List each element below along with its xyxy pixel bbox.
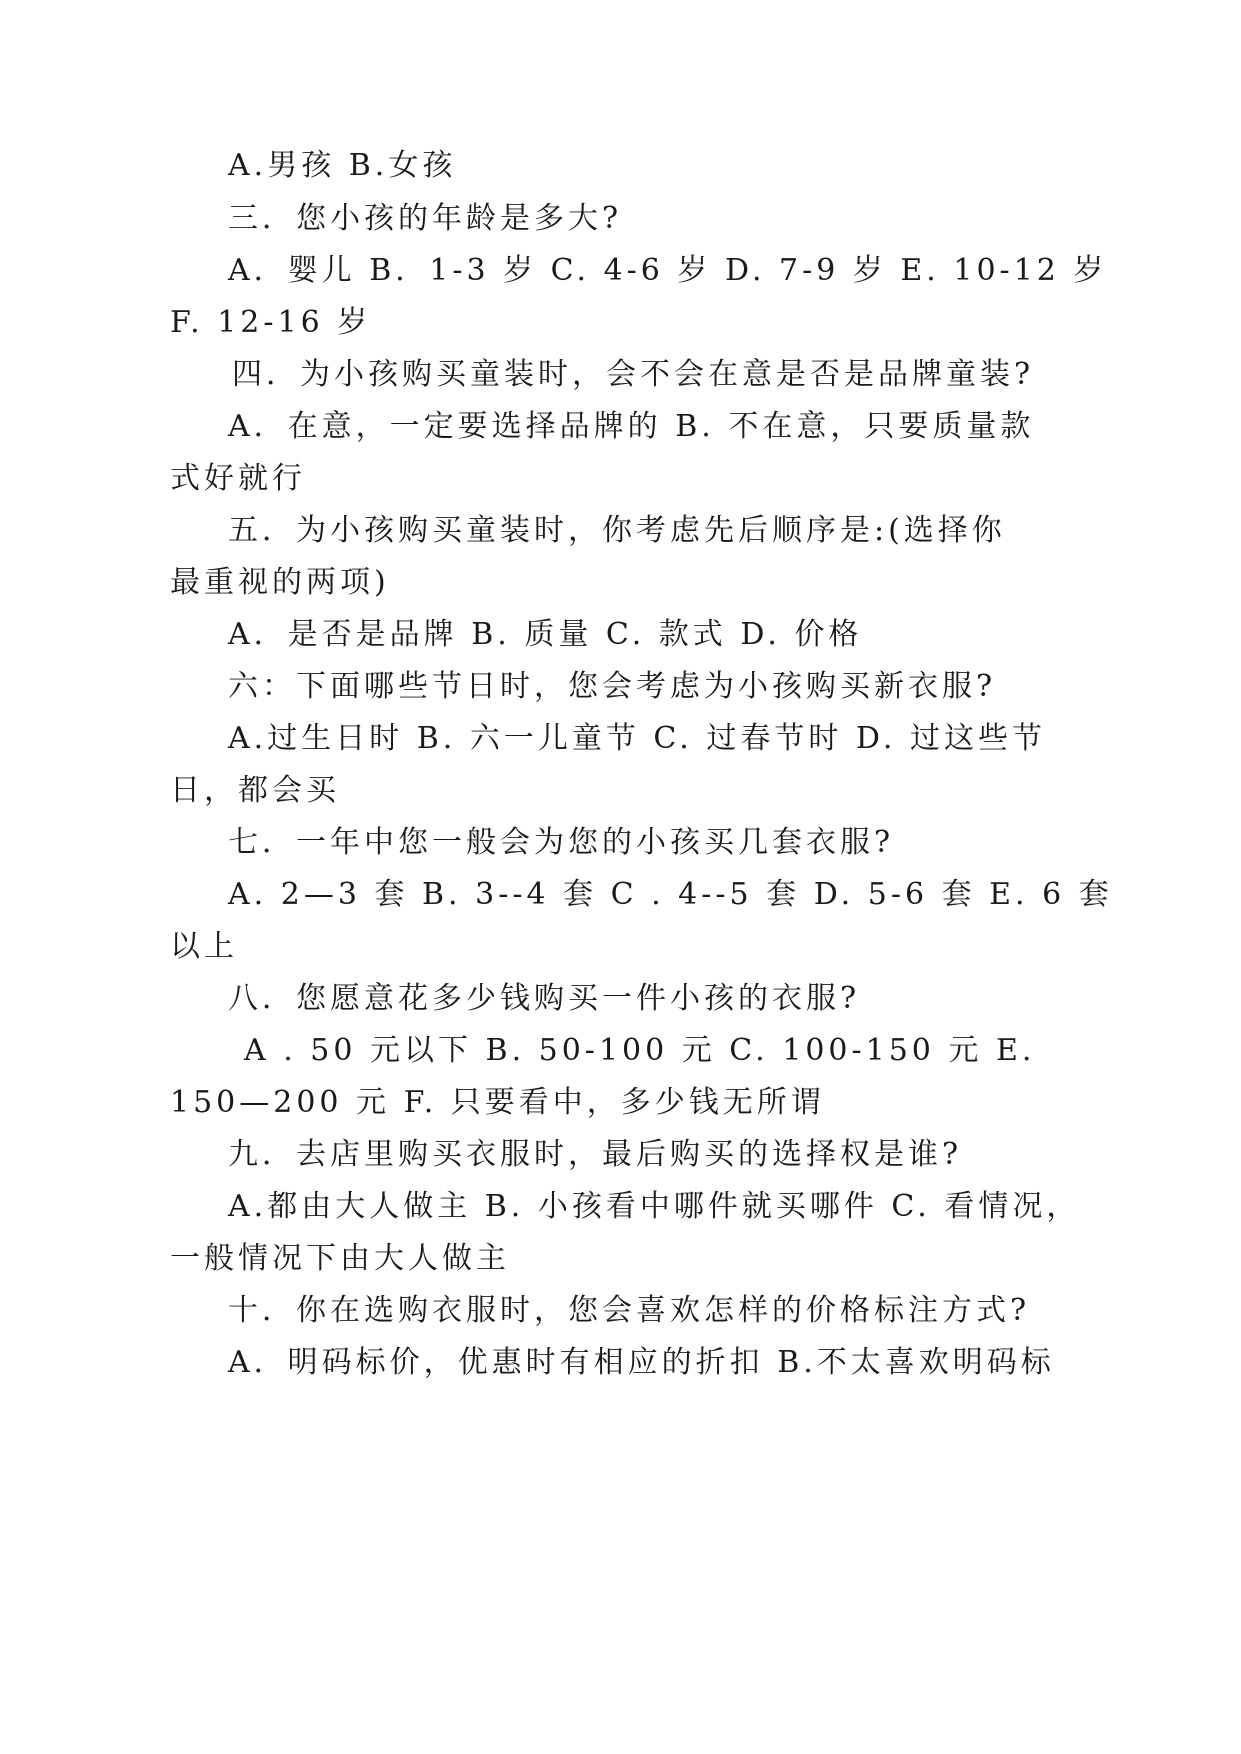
text-line-answer-9: A.都由大人做主 B. 小孩看中哪件就买哪件 C. 看情况， [228, 1189, 1081, 1224]
text-line-question-10: 十．你在选购衣服时，您会喜欢怎样的价格标注方式? [228, 1293, 1031, 1328]
text-line-answer-10: A．明码标价，优惠时有相应的折扣 B.不太喜欢明码标 [228, 1345, 1055, 1380]
text-line-question-3: 三．您小孩的年龄是多大? [228, 201, 623, 236]
text-line-answer-6: A.过生日时 B. 六一儿童节 C. 过春节时 D. 过这些节 [228, 721, 1046, 756]
text-line-question-5: 五．为小孩购买童装时，你考虑先后顺序是:(选择你 [228, 513, 1006, 548]
text-line-answer-8: A . 50 元以下 B. 50-100 元 C. 100-150 元 E. [244, 1033, 1036, 1068]
text-line-question-8: 八．您愿意花多少钱购买一件小孩的衣服? [228, 981, 861, 1016]
text-line-answer-3-cont: F. 12-16 岁 [170, 305, 372, 340]
text-line-answer-4-cont: 式好就行 [170, 461, 306, 496]
text-line-question-7: 七．一年中您一般会为您的小孩买几套衣服? [228, 825, 895, 860]
text-line-answer-6-cont: 日，都会买 [170, 773, 340, 808]
text-line-answer-8-cont: 150—200 元 F. 只要看中，多少钱无所谓 [170, 1085, 825, 1120]
text-line-answer-5: A．是否是品牌 B. 质量 C. 款式 D. 价格 [228, 617, 863, 652]
text-line-answer-9-cont: 一般情况下由大人做主 [170, 1241, 510, 1276]
text-line-question-4: 四．为小孩购买童装时，会不会在意是否是品牌童装? [232, 357, 1035, 392]
text-line-answer-4: A．在意，一定要选择品牌的 B. 不在意，只要质量款 [228, 409, 1035, 444]
text-line-question-9: 九．去店里购买衣服时，最后购买的选择权是谁? [228, 1137, 963, 1172]
text-line-question-5-cont: 最重视的两项) [170, 565, 390, 600]
text-line-answer-gender: A.男孩 B.女孩 [228, 148, 457, 183]
text-line-answer-7-cont: 以上 [170, 929, 238, 964]
text-line-question-6: 六：下面哪些节日时，您会考虑为小孩购买新衣服? [228, 669, 997, 704]
text-line-answer-3: A．婴儿 B．1-3 岁 C. 4-6 岁 D. 7-9 岁 E. 10-12 岁 [228, 253, 1108, 288]
text-line-answer-7: A. 2—3 套 B. 3--4 套 C . 4--5 套 D. 5-6 套 E. 6 套 [228, 877, 1113, 912]
